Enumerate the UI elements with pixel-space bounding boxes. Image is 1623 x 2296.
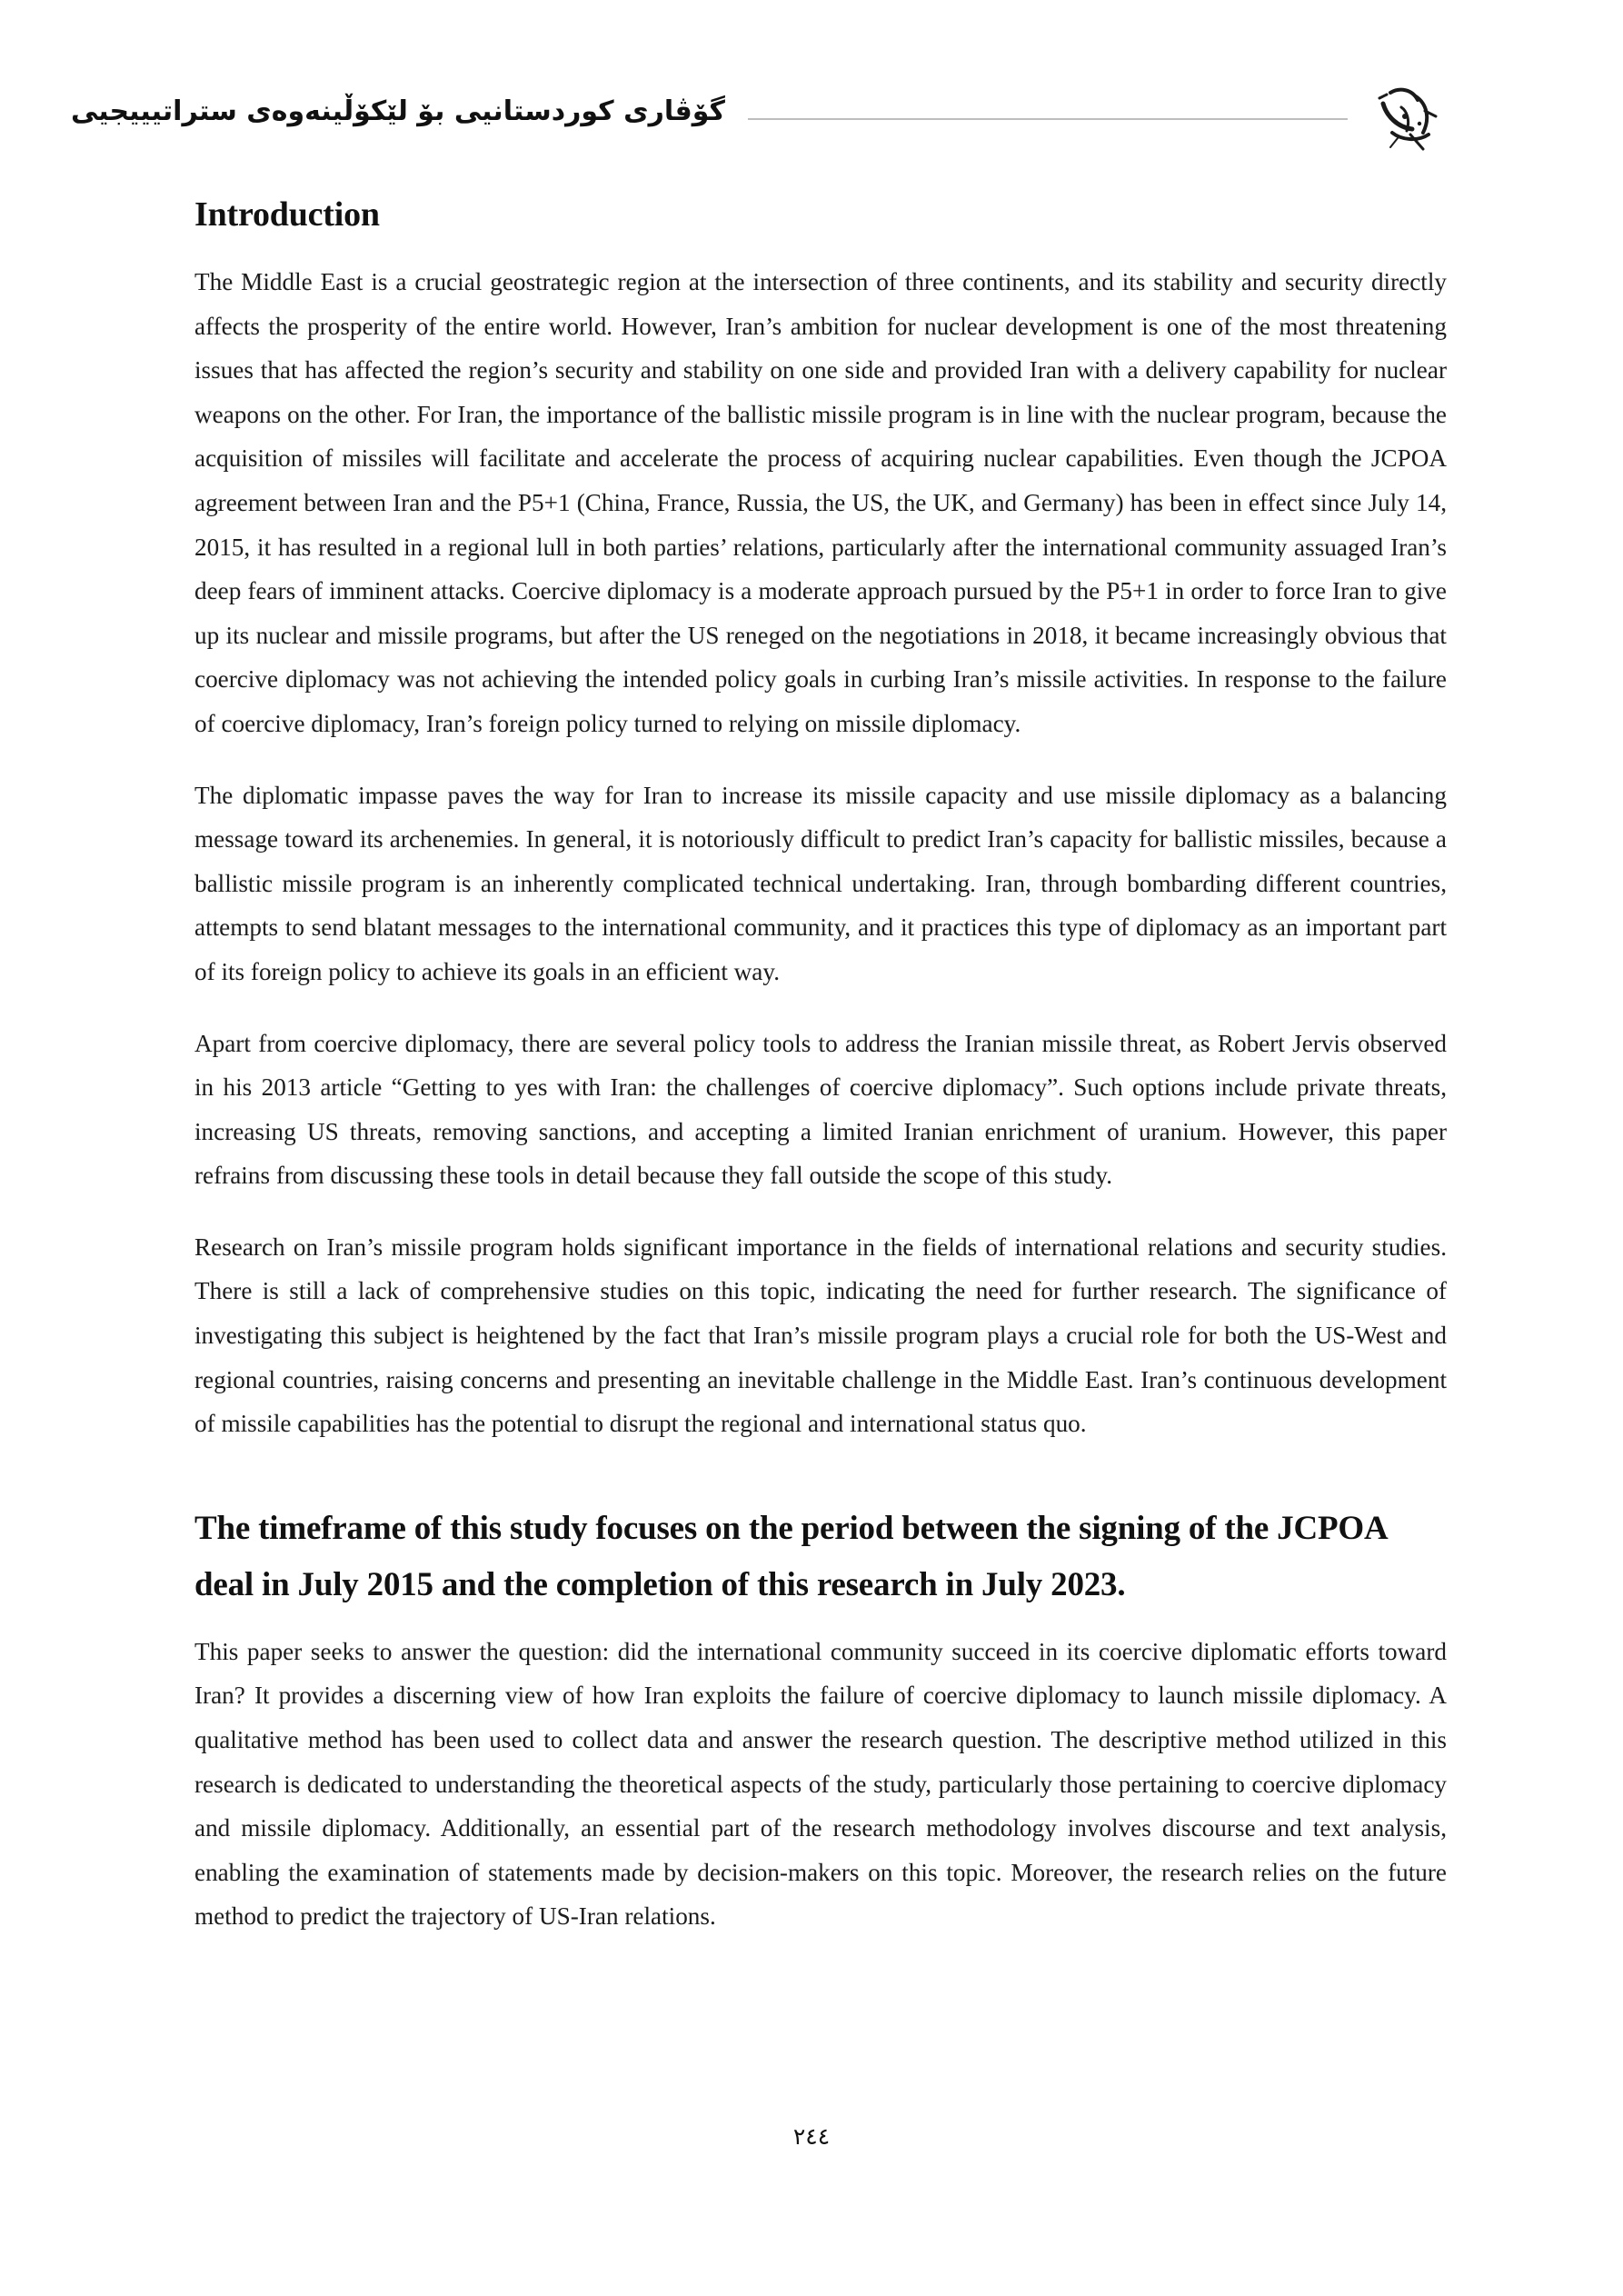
introduction-paragraph: Research on Iran’s missile program holds significant importance in the fields of international relations and security studies. There is still a lack of comprehensive studies on this topic, indicating the need for further research. The significance of investigating this subject is heightened by the fact that Iran’s missile program plays a crucial role for both the US-West and regional countries, raising concerns and presenting an inevitable challenge in the Middle East. Iran’s continuous development of missile capabilities has the potential to disrupt the regional and international status quo. [194,1233,1447,1438]
journal-emblem-icon [1370,80,1443,155]
introduction-paragraph: Apart from coercive diplomacy, there are several policy tools to address the Iranian missile threat, as Robert Jervis observed in his 2013 article “Getting to yes with Iran: the challenges of coercive diplomacy”. Such options include private threats, increasing US threats, removing sanctions, and accepting a limited Iranian enrichment of uranium. However, this paper refrains from discussing these tools in detail because they fall outside the scope of this study. [194,1029,1447,1190]
introduction-paragraph: The Middle East is a crucial geostrategic region at the intersection of three continents, and its stability and security directly affects the prosperity of the entire world. However, Iran’s ambition for nuclear development is one of the most threatening issues that has affected the region’s security and stability on one side and provided Iran with a delivery capability for nuclear weapons on the other. For Iran, the importance of the ballistic missile program is in line with the nuclear program, because the acquisition of missiles will facilitate and accelerate the process of acquiring nuclear capabilities. Even though the JCPOA agreement between Iran and the P5+1 (China, France, Russia, the US, the UK, and Germany) has been in effect since July 14, 2015, it has resulted in a regional lull in both parties’ relations, particularly after the international community assuaged Iran’s deep fears of imminent attacks. Coercive diplomacy is a moderate approach pursued by the P5+1 in order to force Iran to give up its nuclear and missile programs, but after the US reneged on the negotiations in 2018, it became increasingly obvious that coercive diplomacy was not achieving the intended policy goals in curbing Iran’s missile activities. In response to the failure of coercive diplomacy, Iran’s foreign policy turned to relying on missile diplomacy. [194,268,1447,737]
introduction-heading: Introduction [194,195,380,234]
timeframe-heading: The timeframe of this study focuses on the period between the signing of the JCPOA deal in July 2015 and the completion of this research in July 2023. [194,1509,1387,1603]
header-divider [748,118,1348,120]
timeframe-paragraph: This paper seeks to answer the question: did the international community succeed in its coercive diplomatic efforts toward Iran? It provides a discerning view of how Iran exploits the failure of coercive diplomacy to launch missile diplomacy. A qualitative method has been used to collect data and answer the research question. The descriptive method utilized in this research is dedicated to understanding the theoretical aspects of the study, particularly those pertaining to coercive diplomacy and missile diplomacy. Additionally, an essential part of the research methodology involves discourse and text analysis, enabling the examination of statements made by decision-makers on this topic. Moreover, the research relies on the future method to predict the trajectory of US-Iran relations. [194,1637,1447,1931]
page-header [0,0,1623,182]
journal-title: گۆڤاری کوردستانیی بۆ لێکۆڵینەوەی ستراتیییجیی [70,95,725,127]
article-body [194,189,1447,1966]
introduction-paragraph: The diplomatic impasse paves the way for Iran to increase its missile capacity and use missile diplomacy as a balancing message toward its archenemies. In general, it is notoriously difficult to predict Iran’s capacity for ballistic missiles, because a ballistic missile program is an inherently complicated technical undertaking. Iran, through bombarding different countries, attempts to send blatant messages to the international community, and it practices this type of diplomacy as an important part of its foreign policy to achieve its goals in an efficient way. [194,781,1447,985]
page-number: ٢٤٤ [792,2123,831,2150]
